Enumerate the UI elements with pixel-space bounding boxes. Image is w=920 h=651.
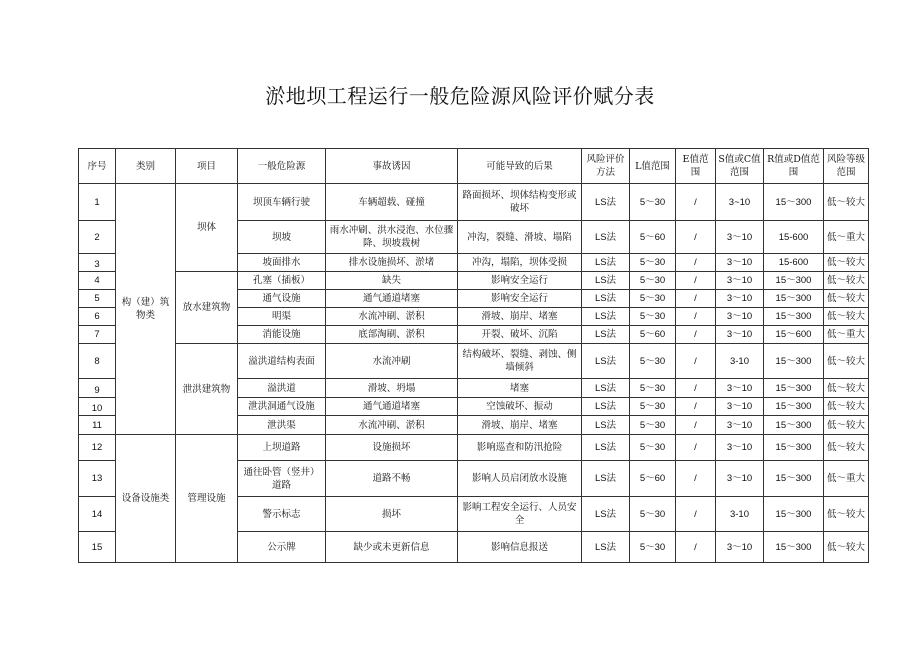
l-value-cell: 5～30 — [630, 398, 676, 416]
e-value-cell: / — [676, 308, 716, 326]
e-value-cell: / — [676, 221, 716, 254]
seq-cell: 12 — [79, 435, 116, 461]
project-cell: 管理设施 — [176, 435, 238, 563]
seq-cell: 14 — [79, 497, 116, 532]
level-cell: 低～重大 — [824, 326, 869, 344]
hazard-cell: 孔塞（插板） — [238, 272, 326, 290]
s-value-cell: 3～10 — [716, 254, 764, 272]
hazard-cell: 通气设施 — [238, 290, 326, 308]
l-value-cell: 5～30 — [630, 344, 676, 379]
r-value-cell: 15～300 — [764, 398, 824, 416]
header-col-seq: 序号 — [79, 149, 116, 184]
s-value-cell: 3-10 — [716, 497, 764, 532]
hazard-cell: 坡面排水 — [238, 254, 326, 272]
l-value-cell: 5～30 — [630, 272, 676, 290]
table-row — [79, 435, 869, 461]
level-cell: 低～较大 — [824, 308, 869, 326]
result-cell: 滑坡、崩岸、堵塞 — [458, 416, 582, 435]
e-value-cell: / — [676, 272, 716, 290]
method-cell: LS法 — [582, 435, 630, 461]
r-value-cell: 15～300 — [764, 290, 824, 308]
level-cell: 低～较大 — [824, 254, 869, 272]
s-value-cell: 3-10 — [716, 344, 764, 379]
cause-cell: 滑坡、坍塌 — [326, 379, 458, 398]
result-cell: 影响人员启闭放水设施 — [458, 461, 582, 497]
cause-cell: 车辆超载、碰撞 — [326, 184, 458, 221]
header-col-level: 风险等级范围 — [824, 149, 869, 184]
r-value-cell: 15～300 — [764, 308, 824, 326]
result-cell: 影响巡查和防汛抢险 — [458, 435, 582, 461]
hazard-cell: 消能设施 — [238, 326, 326, 344]
result-cell: 影响安全运行 — [458, 290, 582, 308]
project-cell: 泄洪建筑物 — [176, 344, 238, 435]
result-cell: 影响安全运行 — [458, 272, 582, 290]
header-col-r: R值或D值范围 — [764, 149, 824, 184]
e-value-cell: / — [676, 532, 716, 563]
cause-cell: 雨水冲刷、洪水浸泡、水位骤降、坝坡栽树 — [326, 221, 458, 254]
e-value-cell: / — [676, 344, 716, 379]
header-col-method: 风险评价方法 — [582, 149, 630, 184]
r-value-cell: 15～600 — [764, 326, 824, 344]
header-col-project: 项目 — [176, 149, 238, 184]
r-value-cell: 15～300 — [764, 497, 824, 532]
method-cell: LS法 — [582, 221, 630, 254]
seq-cell: 13 — [79, 461, 116, 497]
s-value-cell: 3～10 — [716, 532, 764, 563]
e-value-cell: / — [676, 497, 716, 532]
r-value-cell: 15～300 — [764, 344, 824, 379]
seq-cell: 2 — [79, 221, 116, 254]
cause-cell: 缺少或未更新信息 — [326, 532, 458, 563]
project-cell: 坝体 — [176, 184, 238, 272]
result-cell: 滑坡、崩岸、堵塞 — [458, 308, 582, 326]
header-col-cause: 事故诱因 — [326, 149, 458, 184]
s-value-cell: 3～10 — [716, 326, 764, 344]
method-cell: LS法 — [582, 344, 630, 379]
cause-cell: 损坏 — [326, 497, 458, 532]
level-cell: 低～较大 — [824, 497, 869, 532]
table-row — [79, 184, 869, 221]
s-value-cell: 3～10 — [716, 416, 764, 435]
result-cell: 空蚀破坏、振动 — [458, 398, 582, 416]
result-cell: 影响信息报送 — [458, 532, 582, 563]
s-value-cell: 3～10 — [716, 221, 764, 254]
s-value-cell: 3～10 — [716, 290, 764, 308]
s-value-cell: 3~10 — [716, 184, 764, 221]
l-value-cell: 5～30 — [630, 435, 676, 461]
method-cell: LS法 — [582, 272, 630, 290]
table-row — [79, 344, 869, 379]
level-cell: 低～较大 — [824, 532, 869, 563]
hazard-cell: 警示标志 — [238, 497, 326, 532]
result-cell: 影响工程安全运行、人员安全 — [458, 497, 582, 532]
e-value-cell: / — [676, 184, 716, 221]
header-col-category: 类别 — [116, 149, 176, 184]
l-value-cell: 5～30 — [630, 254, 676, 272]
s-value-cell: 3～10 — [716, 272, 764, 290]
level-cell: 低～较大 — [824, 435, 869, 461]
l-value-cell: 5～60 — [630, 461, 676, 497]
e-value-cell: / — [676, 326, 716, 344]
level-cell: 低～重大 — [824, 221, 869, 254]
result-cell: 开裂、破坏、沉陷 — [458, 326, 582, 344]
l-value-cell: 5～30 — [630, 416, 676, 435]
r-value-cell: 15～300 — [764, 532, 824, 563]
hazard-cell: 溢洪道 — [238, 379, 326, 398]
e-value-cell: / — [676, 398, 716, 416]
r-value-cell: 15～300 — [764, 184, 824, 221]
level-cell: 低～较大 — [824, 290, 869, 308]
method-cell: LS法 — [582, 532, 630, 563]
result-cell: 路面损坏、坝体结构变形或破坏 — [458, 184, 582, 221]
seq-cell: 5 — [79, 290, 116, 308]
s-value-cell: 3～10 — [716, 398, 764, 416]
l-value-cell: 5～30 — [630, 290, 676, 308]
e-value-cell: / — [676, 290, 716, 308]
cause-cell: 水流冲刷、淤积 — [326, 308, 458, 326]
header-row — [79, 149, 869, 184]
level-cell: 低～较大 — [824, 379, 869, 398]
l-value-cell: 5～30 — [630, 308, 676, 326]
s-value-cell: 3～10 — [716, 461, 764, 497]
method-cell: LS法 — [582, 184, 630, 221]
cause-cell: 通气通道堵塞 — [326, 290, 458, 308]
category-cell: 设备设施类 — [116, 435, 176, 563]
result-cell: 结构破坏、裂缝、剥蚀、侧墙倾斜 — [458, 344, 582, 379]
risk-table — [78, 148, 869, 563]
r-value-cell: 15～300 — [764, 272, 824, 290]
level-cell: 低～较大 — [824, 272, 869, 290]
seq-cell: 9 — [79, 379, 116, 398]
cause-cell: 排水设施损坏、淤堵 — [326, 254, 458, 272]
level-cell: 低～较大 — [824, 344, 869, 379]
level-cell: 低～较大 — [824, 416, 869, 435]
seq-cell: 3 — [79, 254, 116, 272]
seq-cell: 15 — [79, 532, 116, 563]
result-cell: 冲沟，塌陷，坝体受损 — [458, 254, 582, 272]
page-title: 淤地坝工程运行一般危险源风险评价赋分表 — [265, 84, 655, 108]
header-col-result: 可能导致的后果 — [458, 149, 582, 184]
level-cell: 低～较大 — [824, 184, 869, 221]
seq-cell: 6 — [79, 308, 116, 326]
e-value-cell: / — [676, 461, 716, 497]
e-value-cell: / — [676, 254, 716, 272]
seq-cell: 11 — [79, 416, 116, 435]
r-value-cell: 15～300 — [764, 461, 824, 497]
project-cell: 放水建筑物 — [176, 272, 238, 344]
method-cell: LS法 — [582, 461, 630, 497]
cause-cell: 水流冲刷 — [326, 344, 458, 379]
hazard-cell: 坝坡 — [238, 221, 326, 254]
hazard-cell: 坝顶车辆行驶 — [238, 184, 326, 221]
hazard-cell: 上坝道路 — [238, 435, 326, 461]
method-cell: LS法 — [582, 398, 630, 416]
s-value-cell: 3～10 — [716, 435, 764, 461]
method-cell: LS法 — [582, 416, 630, 435]
seq-cell: 4 — [79, 272, 116, 290]
header-col-e: E值范围 — [676, 149, 716, 184]
e-value-cell: / — [676, 379, 716, 398]
l-value-cell: 5～60 — [630, 221, 676, 254]
cause-cell: 设施损坏 — [326, 435, 458, 461]
e-value-cell: / — [676, 416, 716, 435]
method-cell: LS法 — [582, 379, 630, 398]
method-cell: LS法 — [582, 290, 630, 308]
seq-cell: 10 — [79, 398, 116, 416]
method-cell: LS法 — [582, 497, 630, 532]
s-value-cell: 3～10 — [716, 379, 764, 398]
r-value-cell: 15～300 — [764, 379, 824, 398]
hazard-cell: 溢洪道结构表面 — [238, 344, 326, 379]
s-value-cell: 3～10 — [716, 308, 764, 326]
header-col-l: L值范围 — [630, 149, 676, 184]
cause-cell: 道路不畅 — [326, 461, 458, 497]
level-cell: 低～重大 — [824, 461, 869, 497]
l-value-cell: 5～30 — [630, 497, 676, 532]
cause-cell: 底部淘刷、淤积 — [326, 326, 458, 344]
hazard-cell: 明渠 — [238, 308, 326, 326]
cause-cell: 水流冲刷、淤积 — [326, 416, 458, 435]
cause-cell: 缺失 — [326, 272, 458, 290]
l-value-cell: 5～30 — [630, 379, 676, 398]
hazard-cell: 通往卧管（竖井）道路 — [238, 461, 326, 497]
r-value-cell: 15-600 — [764, 221, 824, 254]
hazard-cell: 泄洪洞通气设施 — [238, 398, 326, 416]
table-row — [79, 272, 869, 290]
result-cell: 冲沟，裂缝、滑坡、塌陷 — [458, 221, 582, 254]
r-value-cell: 15～300 — [764, 416, 824, 435]
category-cell: 构（建）筑物类 — [116, 184, 176, 435]
l-value-cell: 5～60 — [630, 326, 676, 344]
seq-cell: 1 — [79, 184, 116, 221]
method-cell: LS法 — [582, 254, 630, 272]
e-value-cell: / — [676, 435, 716, 461]
method-cell: LS法 — [582, 308, 630, 326]
hazard-cell: 公示牌 — [238, 532, 326, 563]
header-col-s: S值或C值范围 — [716, 149, 764, 184]
l-value-cell: 5～30 — [630, 184, 676, 221]
hazard-cell: 泄洪渠 — [238, 416, 326, 435]
seq-cell: 7 — [79, 326, 116, 344]
r-value-cell: 15-600 — [764, 254, 824, 272]
method-cell: LS法 — [582, 326, 630, 344]
r-value-cell: 15～300 — [764, 435, 824, 461]
header-col-hazard: 一般危险源 — [238, 149, 326, 184]
level-cell: 低～较大 — [824, 398, 869, 416]
result-cell: 堵塞 — [458, 379, 582, 398]
seq-cell: 8 — [79, 344, 116, 379]
l-value-cell: 5～30 — [630, 532, 676, 563]
cause-cell: 通气通道堵塞 — [326, 398, 458, 416]
